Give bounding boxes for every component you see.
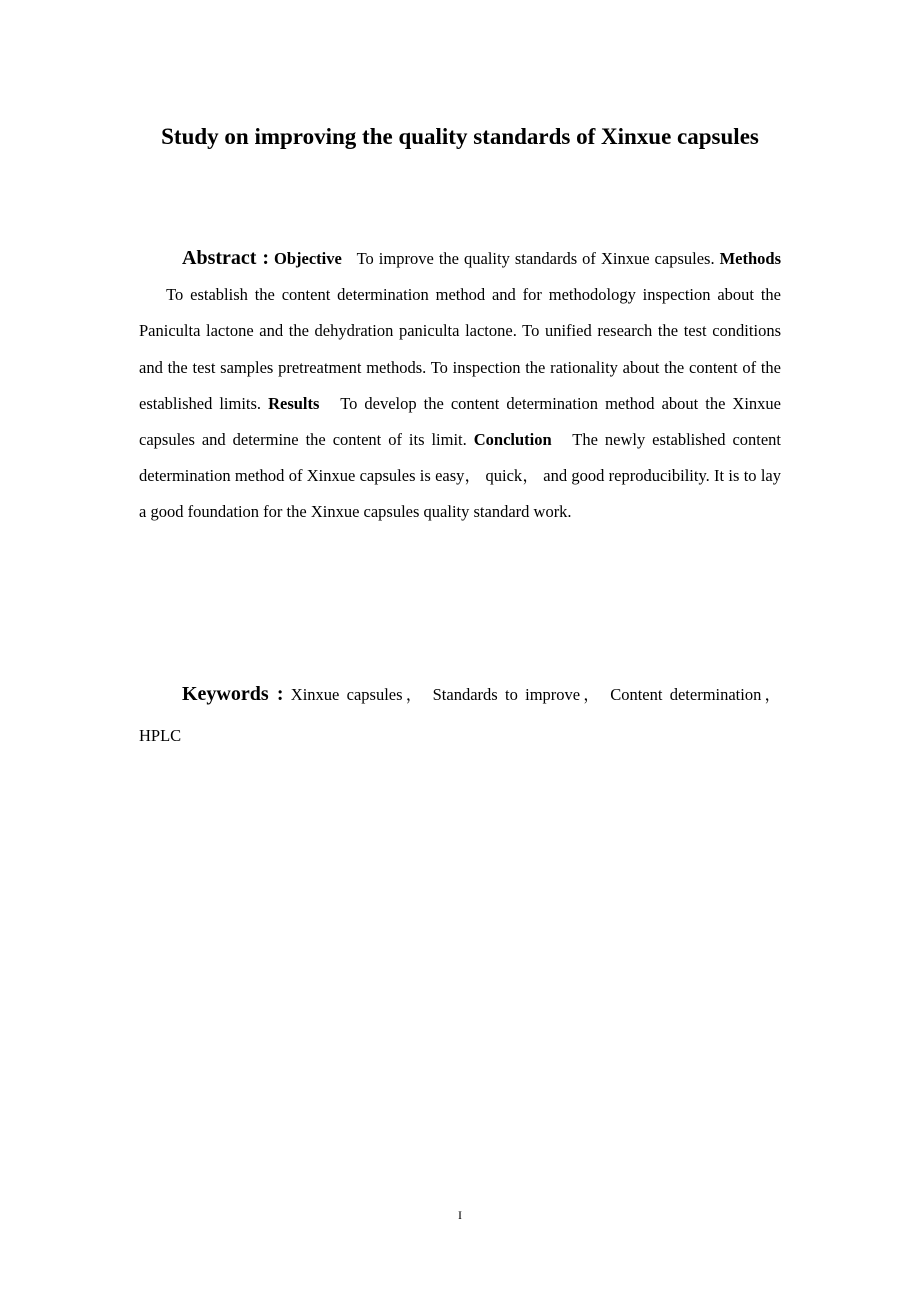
abstract-paragraph: [139, 240, 781, 531]
results-text: To develop the content determination method about the Xinxue capsules and determine the content of its limit.: [139, 393, 782, 450]
paper-title: Study on improving the quality standards of Xinxue capsules: [161, 124, 759, 149]
abstract-heading: Abstract :: [182, 247, 269, 269]
conclusion-text: The newly established content determination method of Xinxue capsules is easy， quick， and good reproducibility. It is to lay a good foundation for the Xinxue capsules quality standard work.: [139, 430, 782, 522]
methods-label: Methods: [719, 249, 782, 268]
keywords-paragraph: [139, 674, 781, 756]
methods-text: To establish the content determination method and for methodology inspection about the Paniculta lactone and the dehydration paniculta lactone. To unified research the test conditions and the test samples pretreatment methods. To inspection the rationality about the content of the established limits.: [139, 285, 782, 413]
results-label: Results: [268, 393, 320, 413]
objective-text: To improve the quality standards of Xinxue capsules.: [356, 249, 715, 268]
page-number: I: [458, 1208, 462, 1222]
keywords-list: Xinxue capsules， Standards to improve， Content determination， HPLC: [139, 685, 782, 745]
keywords-heading: Keywords :: [182, 683, 284, 705]
conclusion-label: Conclution: [473, 430, 552, 450]
objective-label: Objective: [274, 249, 342, 268]
